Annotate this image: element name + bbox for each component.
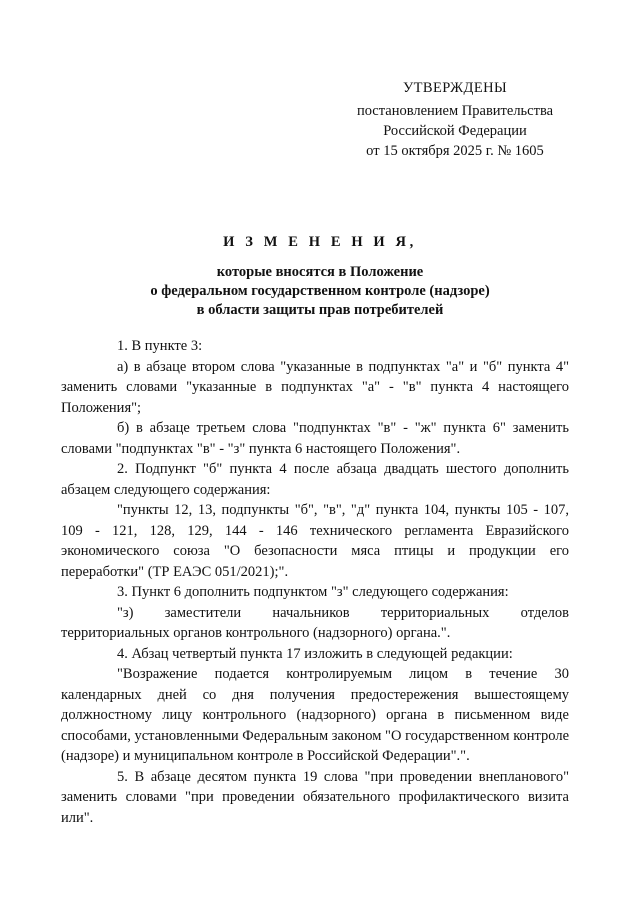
paragraph-item-2: 2. Подпункт "б" пункта 4 после абзаца двадцать шестого дополнить абзацем следующего содержания: [61, 461, 569, 498]
approval-line-resolution: постановлением Правительства [356, 103, 554, 119]
approval-line-date-number: от 15 октября 2025 г. № 1605 [366, 143, 544, 159]
approval-heading: УТВЕРЖДЕНЫ [402, 80, 508, 96]
title-subtitle-line-2: о федеральном государственном контроле (надзоре) [150, 283, 490, 299]
approval-line-government: Российской Федерации [383, 123, 527, 139]
paragraph-item-5: 5. В абзаце десятом пункта 19 слова "при проведении внепланового" заменить словами "при проведении обязательного профилактического визита или". [61, 768, 569, 826]
paragraph-item-3-text: "з) заместители начальников территориальных отделов территориальных органов контрольного (надзорного) органа.". [61, 604, 569, 641]
paragraph-item-3: 3. Пункт 6 дополнить подпунктом "з" следующего содержания: [117, 584, 509, 600]
paragraph-item-4: 4. Абзац четвертый пункта 17 изложить в следующей редакции: [117, 645, 513, 662]
paragraph-item-1b: б) в абзаце третьем слова "подпунктах "в" - "ж" пункта 6" заменить словами "подпунктах "в" - "з" пункта 6 настоящего Положения". [61, 420, 569, 457]
paragraph-item-4-text: "Возражение подается контролируемым лицом в течение 30 календарных дней со дня получения предостережения вышестоящему должностному лицу контрольного (надзорного) органа в письменном виде способами, установленными Федеральным законом "О государственном контроле (надзоре) и муниципальном контроле в Российской Федерации".". [61, 666, 569, 764]
document-title [60, 232, 580, 320]
paragraph-item-2-text: "пункты 12, 13, подпункты "б", "в", "д" пункта 104, пункты 105 - 107, 109 - 121, 128, 129, 144 - 146 технического регламента Евразийского экономического союза "О безопасности мяса птицы и продукции его переработки" (ТР ЕАЭС 051/2021);". [61, 502, 569, 580]
document-body [61, 336, 569, 828]
approval-block [340, 78, 570, 161]
paragraph-item-1: 1. В пункте 3: [117, 338, 203, 354]
title-subtitle-line-3: в области защиты прав потребителей [196, 302, 444, 318]
title-subtitle-line-1: которые вносятся в Положение [216, 264, 424, 280]
title-heading: И З М Е Н Е Н И Я, [223, 234, 417, 250]
paragraph-item-1a: а) в абзаце втором слова "указанные в подпунктах "а" и "б" пункта 4" заменить словами "указанные в подпунктах "а" - "в" пункта 4 настоящего Положения"; [61, 358, 569, 416]
